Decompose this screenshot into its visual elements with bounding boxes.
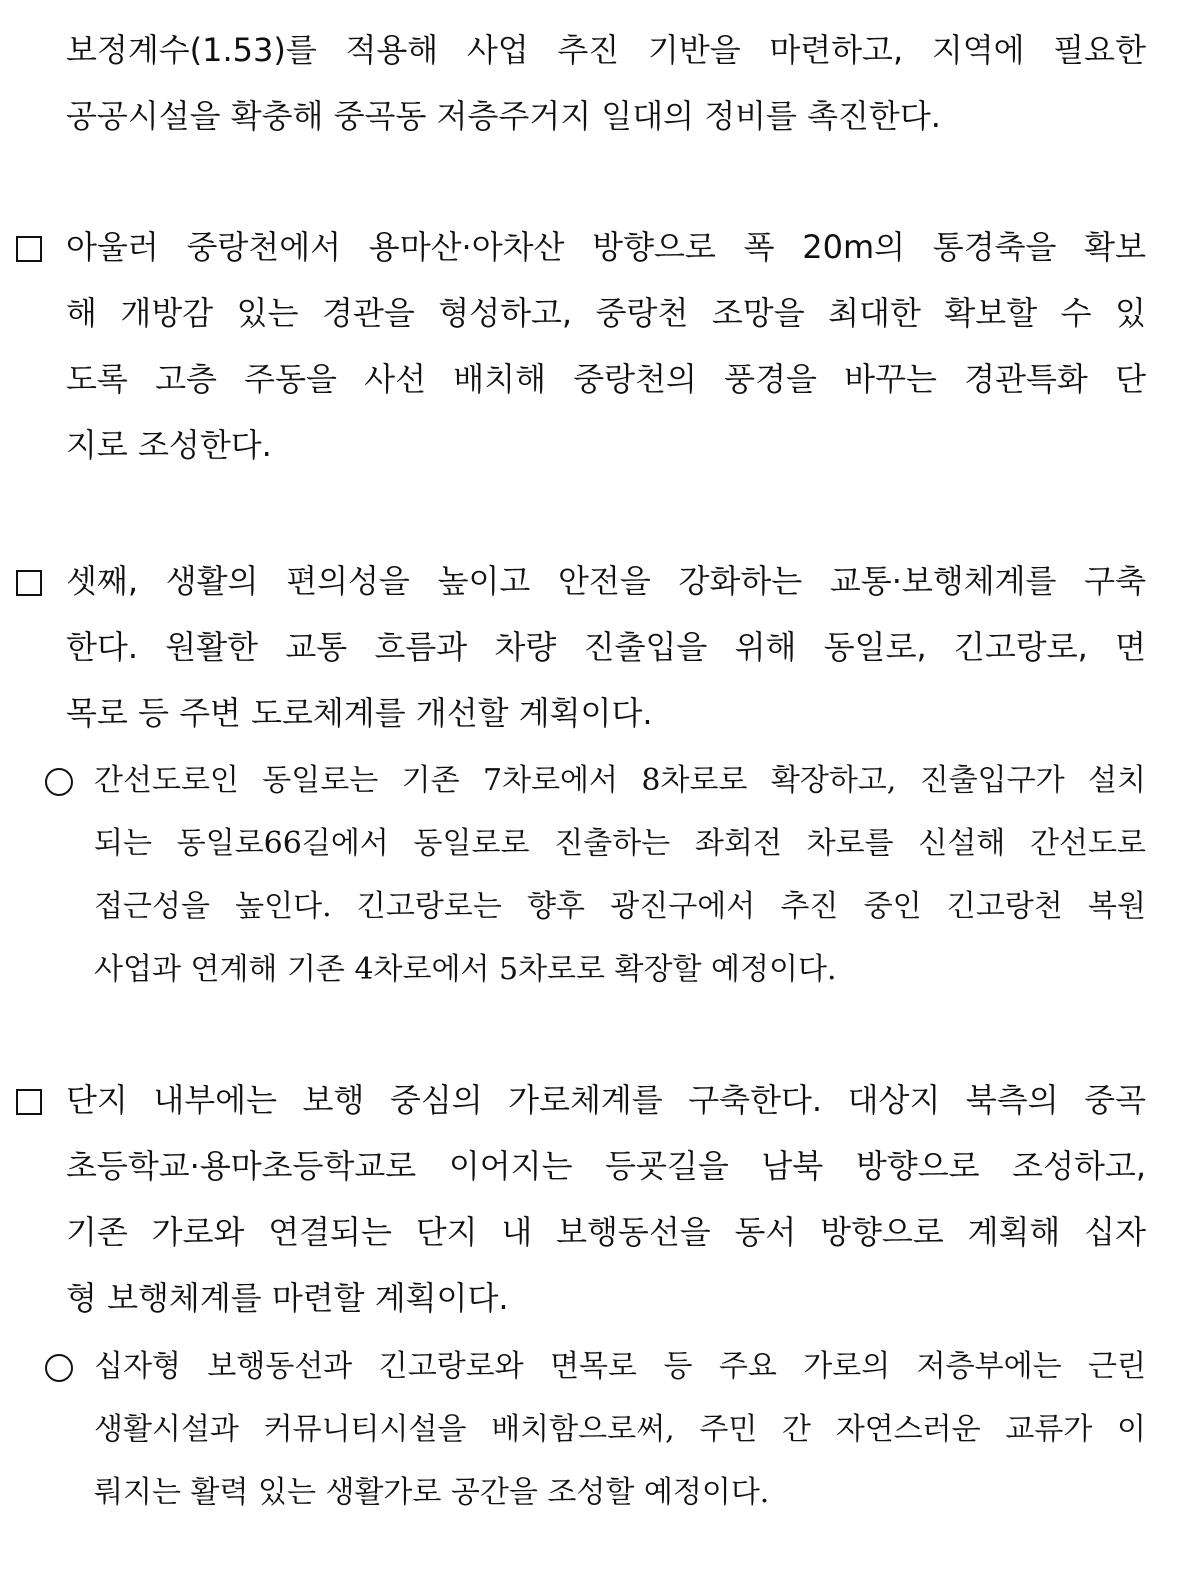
text-line: 도록 고층 주동을 사선 배치해 중랑천의 풍경을 바꾸는 경관특화 단 [66,360,1146,398]
text-line: 목로 등 주변 도로체계를 개선할 계획이다. [66,694,653,732]
text-line: 한다. 원활한 교통 흐름과 차량 진출입을 위해 동일로, 긴고랑로, 면 [66,628,1146,666]
checkbox-square-icon [16,1089,42,1115]
text-line: 셋째, 생활의 편의성을 높이고 안전을 강화하는 교통·보행체계를 구축 [66,562,1146,600]
checkbox-square-icon [16,570,42,596]
text-line: 뤄지는 활력 있는 생활가로 공간을 조성할 예정이다. [94,1475,770,1510]
text-line: 보정계수(1.53)를 적용해 사업 추진 기반을 마련하고, 지역에 필요한 [66,31,1146,69]
text-line: 단지 내부에는 보행 중심의 가로체계를 구축한다. 대상지 북측의 중곡 [66,1081,1146,1119]
checkbox-square-icon [16,236,42,262]
text-line: 생활시설과 커뮤니티시설을 배치함으로써, 주민 간 자연스러운 교류가 이 [94,1412,1146,1447]
text-line: 기존 가로와 연결되는 단지 내 보행동선을 동서 방향으로 계획해 십자 [66,1213,1146,1251]
text-line: 간선도로인 동일로는 기존 7차로에서 8차로로 확장하고, 진출입구가 설치 [94,763,1146,798]
circle-bullet-icon [45,768,73,796]
text-line: 초등학교·용마초등학교로 이어지는 등굣길을 남북 방향으로 조성하고, [66,1147,1146,1185]
text-line: 해 개방감 있는 경관을 형성하고, 중랑천 조망을 최대한 확보할 수 있 [66,294,1146,332]
text-line: 지로 조성한다. [66,426,272,464]
text-line: 되는 동일로66길에서 동일로로 진출하는 좌회전 차로를 신설해 간선도로 [94,826,1146,861]
circle-bullet-icon [45,1354,73,1382]
text-line: 사업과 연계해 기존 4차로에서 5차로로 확장할 예정이다. [94,952,837,987]
text-line: 공공시설을 확충해 중곡동 저층주거지 일대의 정비를 촉진한다. [66,97,941,135]
text-line: 형 보행체계를 마련할 계획이다. [66,1279,509,1317]
text-line: 십자형 보행동선과 긴고랑로와 면목로 등 주요 가로의 저층부에는 근린 [94,1349,1146,1384]
text-line: 접근성을 높인다. 긴고랑로는 향후 광진구에서 추진 중인 긴고랑천 복원 [94,889,1146,924]
text-line: 아울러 중랑천에서 용마산·아차산 방향으로 폭 20m의 통경축을 확보 [66,228,1146,266]
